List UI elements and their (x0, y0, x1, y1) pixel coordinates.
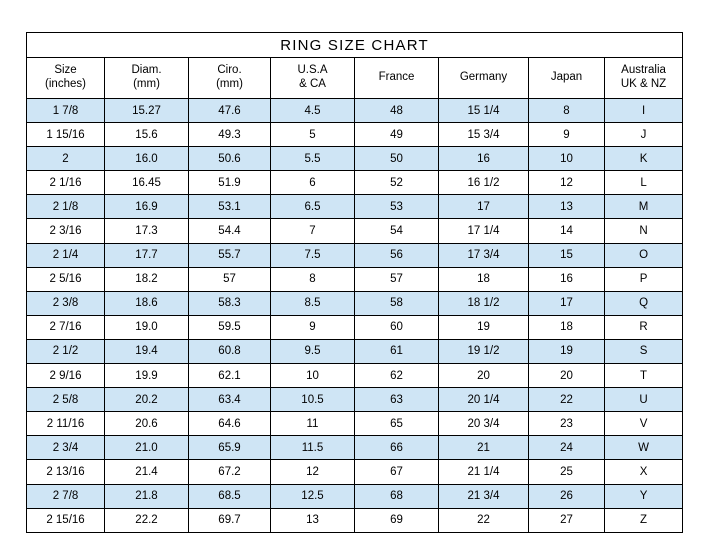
table-row (27, 412, 683, 436)
table-cell: M (605, 195, 683, 219)
table-cell: 1 15/16 (27, 123, 105, 147)
table-cell: 69 (355, 508, 439, 532)
table-cell: 63.4 (189, 388, 271, 412)
table-cell: 19 (529, 339, 605, 363)
table-cell: 68 (355, 484, 439, 508)
ring-size-chart (26, 32, 682, 533)
table-cell: 18 1/2 (439, 291, 529, 315)
table-cell: 21 1/4 (439, 460, 529, 484)
table-cell: 22.2 (105, 508, 189, 532)
column-header: Size (inches) (27, 58, 105, 99)
table-cell: 16 (529, 267, 605, 291)
table-cell: 15.6 (105, 123, 189, 147)
ring-size-table (26, 32, 683, 533)
table-cell: 21 3/4 (439, 484, 529, 508)
table-cell: 19 1/2 (439, 339, 529, 363)
column-header: Australia UK & NZ (605, 58, 683, 99)
table-row (27, 243, 683, 267)
table-cell: 68.5 (189, 484, 271, 508)
table-cell: 26 (529, 484, 605, 508)
table-cell: 2 9/16 (27, 364, 105, 388)
table-cell: 61 (355, 339, 439, 363)
table-cell: 9 (271, 315, 355, 339)
table-cell: 67.2 (189, 460, 271, 484)
table-cell: 2 3/8 (27, 291, 105, 315)
table-row (27, 388, 683, 412)
table-cell: 20 (439, 364, 529, 388)
table-cell: 63 (355, 388, 439, 412)
table-cell: 20.6 (105, 412, 189, 436)
table-row (27, 195, 683, 219)
table-cell: 6 (271, 171, 355, 195)
table-cell: 60 (355, 315, 439, 339)
table-row (27, 339, 683, 363)
table-cell: 66 (355, 436, 439, 460)
table-cell: 51.9 (189, 171, 271, 195)
table-cell: 20 1/4 (439, 388, 529, 412)
table-cell: 18 (439, 267, 529, 291)
table-cell: 16.9 (105, 195, 189, 219)
table-cell: 8 (529, 99, 605, 123)
table-cell: 50 (355, 147, 439, 171)
table-cell: 21 (439, 436, 529, 460)
table-cell: 2 13/16 (27, 460, 105, 484)
table-cell: 2 1/16 (27, 171, 105, 195)
table-row (27, 147, 683, 171)
table-cell: 13 (271, 508, 355, 532)
table-cell: 16 (439, 147, 529, 171)
table-cell: 2 7/16 (27, 315, 105, 339)
table-cell: 17 1/4 (439, 219, 529, 243)
table-cell: 60.8 (189, 339, 271, 363)
table-row (27, 123, 683, 147)
column-header: France (355, 58, 439, 99)
table-cell: 23 (529, 412, 605, 436)
table-cell: W (605, 436, 683, 460)
table-cell: 50.6 (189, 147, 271, 171)
table-cell: 12 (271, 460, 355, 484)
table-cell: Q (605, 291, 683, 315)
table-cell: 67 (355, 460, 439, 484)
table-cell: 15 1/4 (439, 99, 529, 123)
table-cell: 15.27 (105, 99, 189, 123)
table-cell: 57 (189, 267, 271, 291)
table-cell: T (605, 364, 683, 388)
table-cell: 2 1/2 (27, 339, 105, 363)
table-cell: 17 3/4 (439, 243, 529, 267)
table-cell: 25 (529, 460, 605, 484)
table-cell: 49.3 (189, 123, 271, 147)
table-cell: Y (605, 484, 683, 508)
table-cell: 20.2 (105, 388, 189, 412)
table-cell: 8.5 (271, 291, 355, 315)
column-header: Japan (529, 58, 605, 99)
table-row (27, 364, 683, 388)
table-cell: 59.5 (189, 315, 271, 339)
table-cell: 2 15/16 (27, 508, 105, 532)
table-cell: 69.7 (189, 508, 271, 532)
table-cell: 12 (529, 171, 605, 195)
table-cell: 16.0 (105, 147, 189, 171)
table-cell: 7 (271, 219, 355, 243)
table-row (27, 508, 683, 532)
column-header: Germany (439, 58, 529, 99)
table-cell: J (605, 123, 683, 147)
table-cell: 55.7 (189, 243, 271, 267)
table-cell: 2 1/4 (27, 243, 105, 267)
table-cell: 20 3/4 (439, 412, 529, 436)
table-cell: 22 (529, 388, 605, 412)
table-cell: 19.4 (105, 339, 189, 363)
table-cell: 65 (355, 412, 439, 436)
column-header: Ciro. (mm) (189, 58, 271, 99)
table-cell: 2 3/16 (27, 219, 105, 243)
table-cell: 56 (355, 243, 439, 267)
table-cell: 17.7 (105, 243, 189, 267)
table-cell: 2 7/8 (27, 484, 105, 508)
table-cell: O (605, 243, 683, 267)
table-cell: 1 7/8 (27, 99, 105, 123)
table-cell: 10.5 (271, 388, 355, 412)
table-cell: 20 (529, 364, 605, 388)
table-cell: 2 1/8 (27, 195, 105, 219)
table-cell: 27 (529, 508, 605, 532)
table-cell: 2 11/16 (27, 412, 105, 436)
table-cell: K (605, 147, 683, 171)
table-cell: 12.5 (271, 484, 355, 508)
table-cell: 19.0 (105, 315, 189, 339)
table-cell: 2 (27, 147, 105, 171)
table-cell: 4.5 (271, 99, 355, 123)
table-cell: 58.3 (189, 291, 271, 315)
table-row (27, 436, 683, 460)
table-cell: 58 (355, 291, 439, 315)
table-cell: 48 (355, 99, 439, 123)
table-cell: R (605, 315, 683, 339)
table-cell: 21.4 (105, 460, 189, 484)
table-row (27, 315, 683, 339)
table-cell: 21.8 (105, 484, 189, 508)
table-cell: 19 (439, 315, 529, 339)
table-cell: 15 3/4 (439, 123, 529, 147)
table-cell: 10 (529, 147, 605, 171)
table-cell: 10 (271, 364, 355, 388)
table-cell: Z (605, 508, 683, 532)
table-cell: 57 (355, 267, 439, 291)
table-row (27, 460, 683, 484)
table-cell: 16.45 (105, 171, 189, 195)
table-cell: 65.9 (189, 436, 271, 460)
table-row (27, 171, 683, 195)
table-cell: 53.1 (189, 195, 271, 219)
table-cell: 15 (529, 243, 605, 267)
table-cell: 14 (529, 219, 605, 243)
table-cell: N (605, 219, 683, 243)
table-cell: 17 (529, 291, 605, 315)
table-cell: 9 (529, 123, 605, 147)
table-cell: 7.5 (271, 243, 355, 267)
table-cell: P (605, 267, 683, 291)
table-cell: 11 (271, 412, 355, 436)
table-cell: 52 (355, 171, 439, 195)
column-header: Diam. (mm) (105, 58, 189, 99)
table-cell: 54 (355, 219, 439, 243)
table-cell: 5.5 (271, 147, 355, 171)
table-header-row (27, 58, 683, 99)
table-cell: 13 (529, 195, 605, 219)
table-cell: 24 (529, 436, 605, 460)
table-cell: 64.6 (189, 412, 271, 436)
table-row (27, 484, 683, 508)
table-row (27, 219, 683, 243)
table-row (27, 267, 683, 291)
page-title: RING SIZE CHART (27, 33, 683, 58)
table-cell: X (605, 460, 683, 484)
table-cell: 49 (355, 123, 439, 147)
table-cell: 11.5 (271, 436, 355, 460)
table-cell: I (605, 99, 683, 123)
table-cell: 62.1 (189, 364, 271, 388)
table-cell: 22 (439, 508, 529, 532)
table-cell: 16 1/2 (439, 171, 529, 195)
table-cell: 21.0 (105, 436, 189, 460)
table-cell: 6.5 (271, 195, 355, 219)
table-cell: 2 3/4 (27, 436, 105, 460)
table-cell: 2 5/8 (27, 388, 105, 412)
table-cell: 18 (529, 315, 605, 339)
table-cell: L (605, 171, 683, 195)
table-cell: 54.4 (189, 219, 271, 243)
table-cell: 9.5 (271, 339, 355, 363)
table-cell: 17.3 (105, 219, 189, 243)
table-cell: S (605, 339, 683, 363)
table-cell: V (605, 412, 683, 436)
table-cell: U (605, 388, 683, 412)
table-cell: 8 (271, 267, 355, 291)
table-cell: 47.6 (189, 99, 271, 123)
table-row (27, 291, 683, 315)
table-cell: 2 5/16 (27, 267, 105, 291)
table-cell: 17 (439, 195, 529, 219)
table-cell: 53 (355, 195, 439, 219)
table-cell: 19.9 (105, 364, 189, 388)
table-cell: 18.6 (105, 291, 189, 315)
table-cell: 5 (271, 123, 355, 147)
table-row (27, 99, 683, 123)
title-row (27, 33, 683, 58)
table-cell: 18.2 (105, 267, 189, 291)
table-cell: 62 (355, 364, 439, 388)
column-header: U.S.A & CA (271, 58, 355, 99)
